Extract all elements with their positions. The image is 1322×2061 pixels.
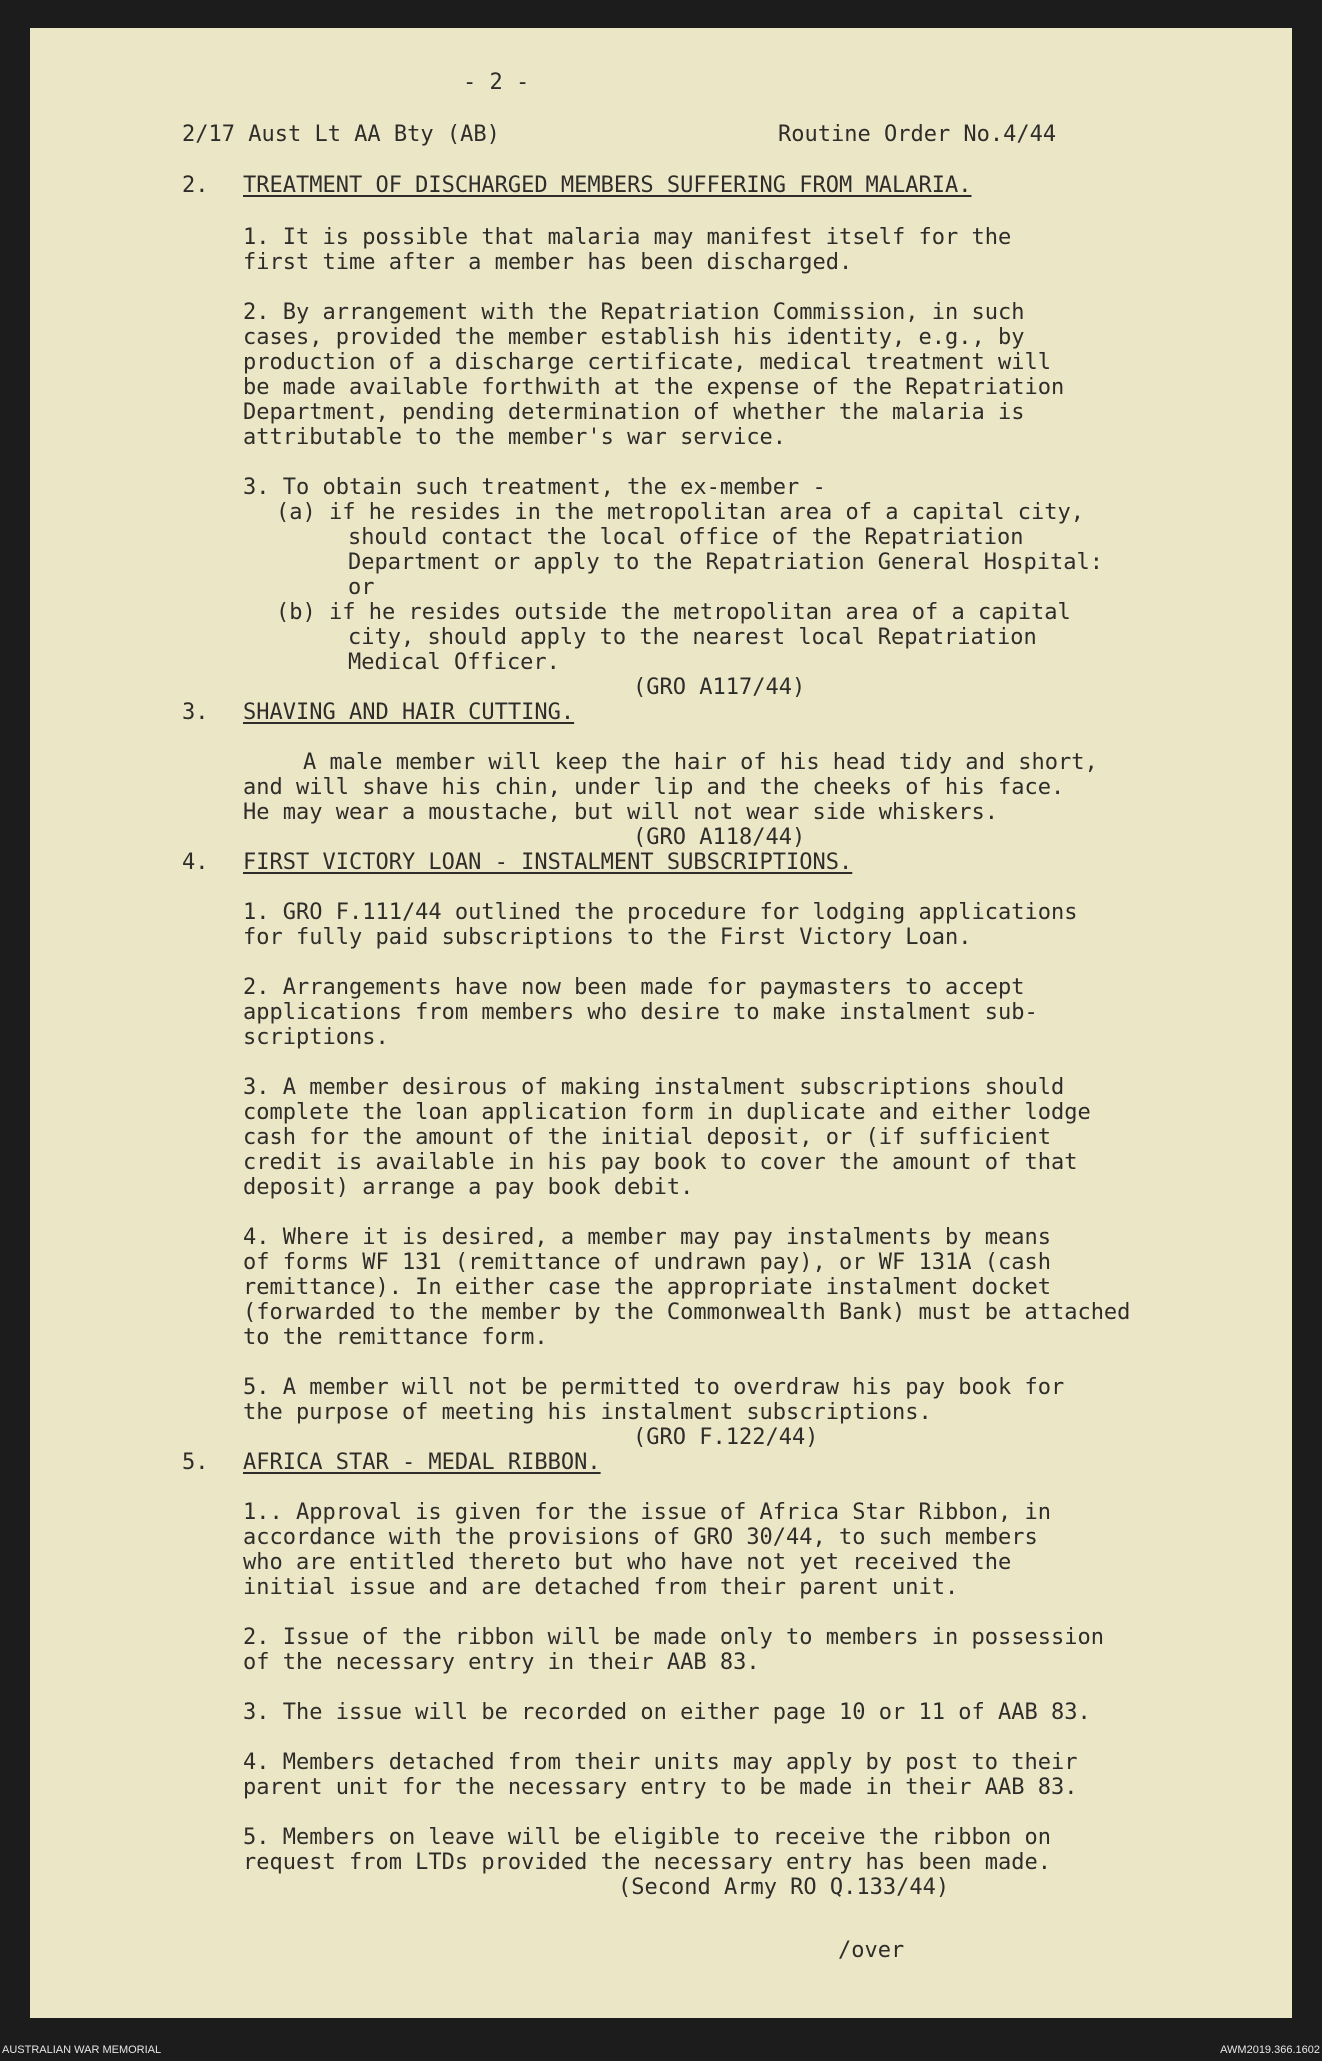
- body-line: scriptions.: [243, 1025, 389, 1050]
- body-line: 4. Where it is desired, a member may pay instalments by means: [243, 1225, 1051, 1250]
- body-line: He may wear a moustache, but will not wear side whiskers.: [243, 800, 998, 825]
- body-line: deposit) arrange a pay book debit.: [243, 1175, 694, 1200]
- body-line: applications from members who desire to make instalment sub-: [243, 1000, 1038, 1025]
- body-line: of forms WF 131 (remittance of undrawn pay), or WF 131A (cash: [243, 1250, 1051, 1275]
- body-line: for fully paid subscriptions to the First Victory Loan.: [243, 925, 972, 950]
- body-line: 3. To obtain such treatment, the ex-member -: [243, 475, 826, 500]
- body-line: credit is available in his pay book to cover the amount of that: [243, 1150, 1078, 1175]
- routine-order-header: Routine Order No.4/44: [778, 122, 1057, 147]
- body-line: Medical Officer.: [348, 650, 560, 675]
- body-line: 3. A member desirous of making instalment subscriptions should: [243, 1075, 1065, 1100]
- body-line: first time after a member has been discharged.: [243, 250, 853, 275]
- reference: (GRO F.122/44): [633, 1425, 819, 1450]
- section-number: 3.: [182, 700, 209, 725]
- body-line: 1. It is possible that malaria may manifest itself for the: [243, 225, 1012, 250]
- body-line: Department or apply to the Repatriation General Hospital:: [348, 550, 1103, 575]
- body-line: accordance with the provisions of GRO 30/44, to such members: [243, 1525, 1038, 1550]
- section-heading: SHAVING AND HAIR CUTTING.: [243, 700, 575, 725]
- body-line: or: [348, 575, 375, 600]
- body-line: 4. Members detached from their units may apply by post to their: [243, 1750, 1078, 1775]
- body-line: remittance). In either case the appropriate instalment docket: [243, 1275, 1051, 1300]
- section-number: 5.: [182, 1450, 209, 1475]
- body-line: 5. Members on leave will be eligible to receive the ribbon on: [243, 1825, 1051, 1850]
- body-line: (a) if he resides in the metropolitan area of a capital city,: [276, 500, 1084, 525]
- body-line: city, should apply to the nearest local Repatriation: [348, 625, 1037, 650]
- footer-accession-number: AWM2019.366.1602: [1220, 2044, 1320, 2056]
- body-line: to the remittance form.: [243, 1325, 548, 1350]
- body-line: cash for the amount of the initial deposit, or (if sufficient: [243, 1125, 1051, 1150]
- body-line: (b) if he resides outside the metropolitan area of a capital: [276, 600, 1071, 625]
- body-line: 2. By arrangement with the Repatriation Commission, in such: [243, 300, 1025, 325]
- body-line: 2. Arrangements have now been made for paymasters to accept: [243, 975, 1025, 1000]
- reference: (GRO A118/44): [633, 825, 806, 850]
- body-line: 1. GRO F.111/44 outlined the procedure for lodging applications: [243, 900, 1078, 925]
- body-line: production of a discharge certificate, medical treatment will: [243, 350, 1051, 375]
- body-line: be made available forthwith at the expense of the Repatriation: [243, 375, 1065, 400]
- body-line: cases, provided the member establish his identity, e.g., by: [243, 325, 1025, 350]
- body-line: initial issue and are detached from their parent unit.: [243, 1575, 959, 1600]
- body-line: and will shave his chin, under lip and the cheeks of his face.: [243, 775, 1065, 800]
- unit-header: 2/17 Aust Lt AA Bty (AB): [182, 122, 500, 147]
- body-line: should contact the local office of the Repatriation: [348, 525, 1024, 550]
- body-line: (forwarded to the member by the Commonwealth Bank) must be attached: [243, 1300, 1131, 1325]
- reference: (Second Army RO Q.133/44): [618, 1875, 950, 1900]
- page-number: - 2 -: [463, 70, 530, 95]
- section-heading: AFRICA STAR - MEDAL RIBBON.: [243, 1450, 601, 1475]
- body-line: request from LTDs provided the necessary entry has been made.: [243, 1850, 1051, 1875]
- body-line: 5. A member will not be permitted to overdraw his pay book for: [243, 1375, 1065, 1400]
- body-line: of the necessary entry in their AAB 83.: [243, 1650, 760, 1675]
- body-line: A male member will keep the hair of his head tidy and short,: [303, 750, 1098, 775]
- body-line: 1.. Approval is given for the issue of Africa Star Ribbon, in: [243, 1500, 1051, 1525]
- body-line: attributable to the member's war service.: [243, 425, 787, 450]
- body-line: 3. The issue will be recorded on either page 10 or 11 of AAB 83.: [243, 1700, 1091, 1725]
- reference: (GRO A117/44): [633, 675, 806, 700]
- body-line: parent unit for the necessary entry to be made in their AAB 83.: [243, 1775, 1078, 1800]
- body-line: complete the loan application form in duplicate and either lodge: [243, 1100, 1091, 1125]
- body-line: 2. Issue of the ribbon will be made only to members in possession: [243, 1625, 1104, 1650]
- body-line: who are entitled thereto but who have not yet received the: [243, 1550, 1012, 1575]
- footer-archive-name: AUSTRALIAN WAR MEMORIAL: [2, 2044, 162, 2056]
- body-line: the purpose of meeting his instalment subscriptions.: [243, 1400, 932, 1425]
- body-line: Department, pending determination of whether the malaria is: [243, 400, 1025, 425]
- continuation-note: /over: [838, 1938, 905, 1963]
- section-number: 2.: [182, 173, 209, 198]
- section-heading: TREATMENT OF DISCHARGED MEMBERS SUFFERING FROM MALARIA.: [243, 173, 972, 198]
- section-heading: FIRST VICTORY LOAN - INSTALMENT SUBSCRIPTIONS.: [243, 850, 853, 875]
- section-number: 4.: [182, 850, 209, 875]
